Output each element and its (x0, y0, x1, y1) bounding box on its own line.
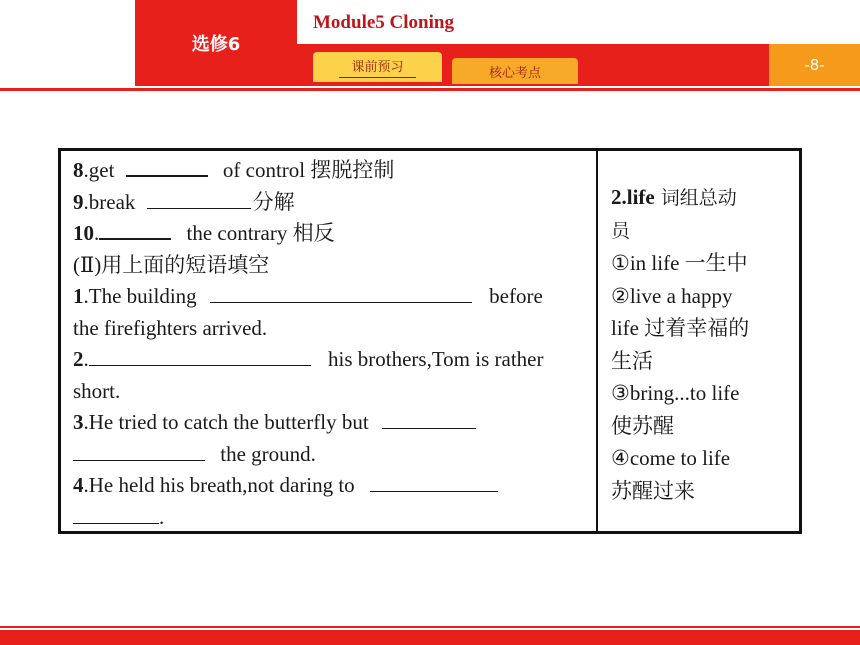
phrase-entry: 苏醒过来 (611, 478, 695, 503)
exercise-column (73, 155, 589, 533)
phrase-column (611, 181, 791, 507)
list-item: 3.He tried to catch the butterfly but (73, 407, 589, 439)
tab-preview[interactable] (313, 52, 442, 82)
list-item-continuation: the ground. (73, 439, 589, 471)
phrase-entry: ②live a happy (611, 283, 733, 308)
list-item: 1.The building before (73, 284, 543, 308)
page-number-label: -8- (804, 56, 825, 74)
module-title: Module5 Cloning (313, 12, 454, 33)
phrase-entry: ③bring...to life (611, 381, 740, 405)
list-item: 9.break 分解 (73, 189, 295, 214)
header-divider (0, 88, 860, 91)
course-badge (135, 0, 297, 86)
blank-field[interactable] (210, 284, 472, 303)
header-left-blank (0, 0, 135, 86)
blank-field[interactable] (99, 220, 171, 240)
blank-field[interactable] (73, 442, 205, 461)
blank-field[interactable] (126, 157, 208, 177)
blank-field[interactable] (147, 190, 251, 209)
content-table (58, 148, 802, 534)
tab-key-points-label: 核心考点 (488, 65, 541, 81)
blank-field[interactable] (370, 473, 498, 492)
phrase-entry: life 过着幸福的 (611, 316, 750, 340)
list-item-continuation: short. (73, 378, 121, 403)
page-number (769, 44, 860, 86)
blank-field[interactable] (73, 505, 159, 524)
column-divider (596, 151, 598, 531)
list-item: 4.He held his breath,not daring to (73, 470, 589, 502)
phrase-entry: 生活 (611, 348, 653, 373)
phrase-heading: 2.life 词组总动 (611, 185, 737, 209)
list-item: 10. the contrary 相反 (73, 221, 335, 245)
list-item: 2. his brothers,Tom is rather (73, 347, 544, 371)
phrase-heading-cont: 员 (611, 219, 631, 242)
list-item-continuation: . (73, 502, 589, 534)
section-heading: (Ⅱ)用上面的短语填空 (73, 252, 270, 277)
tab-preview-label: 课前预习 (339, 56, 415, 78)
phrase-entry: ①in life 一生中 (611, 251, 748, 275)
phrase-entry: ④come to life (611, 446, 731, 470)
course-badge-label: 选修6 (191, 34, 241, 55)
tab-key-points[interactable] (452, 58, 578, 84)
blank-field[interactable] (89, 347, 311, 366)
phrase-entry: 使苏醒 (611, 413, 674, 438)
list-item-continuation: the firefighters arrived. (73, 315, 268, 340)
list-item: 8.get of control 摆脱控制 (73, 158, 395, 182)
footer-line (0, 626, 860, 628)
blank-field[interactable] (382, 410, 476, 429)
footer-bar (0, 630, 860, 645)
